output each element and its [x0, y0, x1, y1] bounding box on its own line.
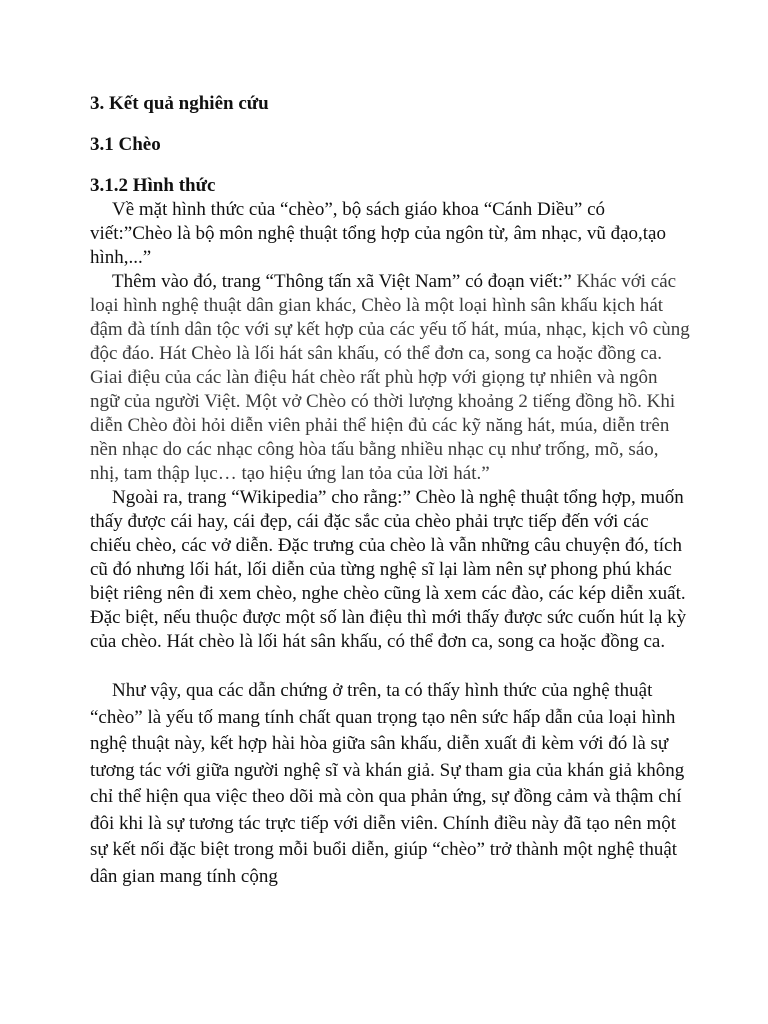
subsection-heading-form: 3.1.2 Hình thức — [90, 175, 216, 196]
paragraph-news-agency-intro: Thêm vào đó, trang “Thông tấn xã Việt Nam” có đoạn viết:” — [112, 271, 572, 292]
subsection-heading-cheo: 3.1 Chèo — [90, 134, 161, 155]
section-heading-results: 3. Kết quả nghiên cứu — [90, 93, 269, 114]
paragraph-wikipedia: Ngoài ra, trang “Wikipedia” cho rằng:” Chèo là nghệ thuật tổng hợp, muốn thấy được cái hay, cái đẹp, cái đặc sắc của chèo phải trực tiếp đến với các chiếu chèo, các vở diễn. Đặc trưng của chèo là vẫn những câu chuyện đó, tích cũ đó nhưng lối hát, lối diễn của từng nghệ sĩ lại làm nên sự phong phú khác biệt riêng nên đi xem chèo, nghe chèo cũng là xem các đào, các kép diễn xuất. Đặc biệt, nếu thuộc được một số làn điệu thì mới thấy được sức cuốn hút lạ kỳ của chèo. Hát chèo là lối hát sân khấu, có thể đơn ca, song ca hoặc đồng ca. — [90, 487, 687, 652]
paragraph-news-agency-quote: Khác với các loại hình nghệ thuật dân gian khác, Chèo là một loại hình sân khấu kịch hát đậm đà tính dân tộc với sự kết hợp của các yếu tố hát, múa, nhạc, kịch vô cùng độc đáo. Hát Chèo là lối hát sân khấu, có thể đơn ca, song ca hoặc đồng ca. Giai điệu của các làn điệu hát chèo rất phù hợp với giọng tự nhiên và ngôn ngữ của người Việt. Một vở Chèo có thời lượng khoảng 2 tiếng đồng hồ. Khi diễn Chèo đòi hỏi diễn viên phải thể hiện đủ các kỹ năng hát, múa, diễn trên nền nhạc do các nhạc công hòa tấu bằng nhiều nhạc cụ như trống, mõ, sáo, nhị, tam thập lục… tạo hiệu ứng lan tỏa của lời hát.” — [90, 271, 690, 484]
paragraph-conclusion: Như vậy, qua các dẫn chứng ở trên, ta có thấy hình thức của nghệ thuật “chèo” là yếu tố mang tính chất quan trọng tạo nên sức hấp dẫn của loại hình nghệ thuật này, kết hợp hài hòa giữa sân khấu, diễn xuất đi kèm với đó là sự tương tác với giữa người nghệ sĩ và khán giả. Sự tham gia của khán giả không chỉ thể hiện qua việc theo dõi mà còn qua phản ứng, sự đồng cảm và thậm chí đôi khi là sự tương tác trực tiếp với diễn viên. Chính điều này đã tạo nên một sự kết nối đặc biệt trong mỗi buổi diễn, giúp “chèo” trở thành một nghệ thuật dân gian mang tính cộng — [90, 680, 685, 887]
document-page — [90, 92, 690, 890]
paragraph-news-agency — [90, 270, 690, 486]
paragraph-textbook-definition: Về mặt hình thức của “chèo”, bộ sách giáo khoa “Cánh Diều” có viết:”Chèo là bộ môn nghệ thuật tổng hợp của ngôn từ, âm nhạc, vũ đạo,tạo hình,...” — [90, 199, 666, 268]
